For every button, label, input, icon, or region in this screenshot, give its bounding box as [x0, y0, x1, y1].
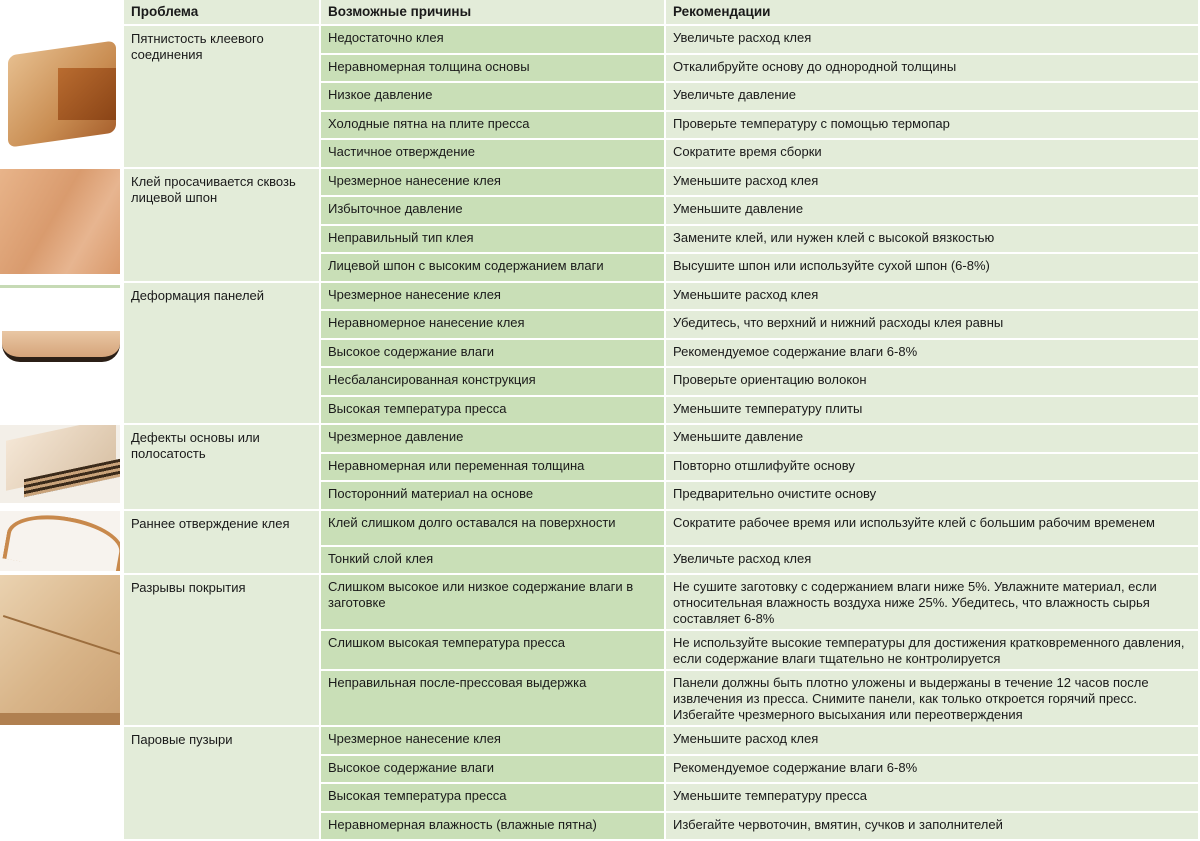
table-row — [0, 727, 1198, 754]
cause-cell: Холодные пятна на плите пресса — [321, 112, 664, 139]
cause-cell: Неравномерное нанесение клея — [321, 311, 664, 338]
cause-cell: Высокое содержание влаги — [321, 756, 664, 783]
cause-cell: Неравномерная влажность (влажные пятна) — [321, 813, 664, 840]
cause-cell: Неправильная после-прессовая выдержка — [321, 671, 664, 725]
recommendation-cell: Не сушите заготовку с содержанием влаги ниже 5%. Увлажните материал, если относительная влажность воздуха ниже 25%. Убедитесь, что влажность сырья составляет 6-8% — [666, 575, 1198, 629]
board-edge-image — [0, 425, 120, 503]
curved-veneer-image — [0, 511, 120, 571]
recommendation-cell: Предварительно очистите основу — [666, 482, 1198, 509]
recommendation-cell: Уменьшите температуру плиты — [666, 397, 1198, 424]
cause-cell: Чрезмерное давление — [321, 425, 664, 452]
table-row — [0, 575, 1198, 629]
header-recommendations: Рекомендации — [666, 0, 1198, 24]
recommendation-cell: Проверьте ориентацию волокон — [666, 368, 1198, 395]
recommendation-cell: Высушите шпон или используйте сухой шпон (6-8%) — [666, 254, 1198, 281]
problem-image-cell — [0, 575, 122, 725]
cracked-coating-image — [0, 575, 120, 725]
problem-label: Раннее отверждение клея — [124, 511, 319, 574]
recommendation-cell: Увеличьте расход клея — [666, 26, 1198, 53]
recommendation-cell: Не используйте высокие температуры для достижения кратковременного давления, если содержание влаги тщательно не контролируется — [666, 631, 1198, 669]
recommendation-cell: Повторно отшлифуйте основу — [666, 454, 1198, 481]
cause-cell: Клей слишком долго оставался на поверхности — [321, 511, 664, 545]
cause-cell: Лицевой шпон с высоким содержанием влаги — [321, 254, 664, 281]
header-row — [0, 0, 1198, 24]
cause-cell: Чрезмерное нанесение клея — [321, 283, 664, 310]
table-row — [0, 425, 1198, 452]
recommendation-cell: Уменьшите давление — [666, 197, 1198, 224]
recommendation-cell: Замените клей, или нужен клей с высокой вязкостью — [666, 226, 1198, 253]
recommendation-cell: Уменьшите расход клея — [666, 283, 1198, 310]
cause-cell: Частичное отверждение — [321, 140, 664, 167]
recommendation-cell: Сократите время сборки — [666, 140, 1198, 167]
problem-image-cell — [0, 425, 122, 509]
recommendation-cell: Уменьшите давление — [666, 425, 1198, 452]
cause-cell: Низкое давление — [321, 83, 664, 110]
cause-cell: Слишком высокое или низкое содержание влаги в заготовке — [321, 575, 664, 629]
cause-cell: Высокая температура пресса — [321, 397, 664, 424]
recommendation-cell: Откалибруйте основу до однородной толщины — [666, 55, 1198, 82]
recommendation-cell: Избегайте червоточин, вмятин, сучков и заполнителей — [666, 813, 1198, 840]
table-row — [0, 511, 1198, 545]
cause-cell: Избыточное давление — [321, 197, 664, 224]
recommendation-cell: Панели должны быть плотно уложены и выдержаны в течение 12 часов после извлечения из пресса. Снимите панели, как только откроется горячий пресс. Избегайте чрезмерного высыхания или переотверждения — [666, 671, 1198, 725]
recommendation-cell: Рекомендуемое содержание влаги 6-8% — [666, 756, 1198, 783]
cause-cell: Слишком высокая температура пресса — [321, 631, 664, 669]
warped-panel-image — [0, 283, 120, 415]
cause-cell: Посторонний материал на основе — [321, 482, 664, 509]
problem-label: Пятнистость клеевого соединения — [124, 26, 319, 167]
problem-label: Паровые пузыри — [124, 727, 319, 839]
recommendation-cell: Уменьшите расход клея — [666, 169, 1198, 196]
veneer-surface-image — [0, 169, 120, 274]
table-row — [0, 169, 1198, 196]
cause-cell: Недостаточно клея — [321, 26, 664, 53]
problem-image-cell — [0, 169, 122, 281]
problem-image-cell — [0, 26, 122, 167]
recommendation-cell: Убедитесь, что верхний и нижний расходы клея равны — [666, 311, 1198, 338]
recommendation-cell: Рекомендуемое содержание влаги 6-8% — [666, 340, 1198, 367]
cause-cell: Высокое содержание влаги — [321, 340, 664, 367]
cause-cell: Чрезмерное нанесение клея — [321, 169, 664, 196]
cause-cell: Неравномерная толщина основы — [321, 55, 664, 82]
cause-cell: Неравномерная или переменная толщина — [321, 454, 664, 481]
cause-cell: Чрезмерное нанесение клея — [321, 727, 664, 754]
problem-image-cell — [0, 727, 122, 839]
problem-label: Дефекты основы или полосатость — [124, 425, 319, 509]
problem-label: Деформация панелей — [124, 283, 319, 424]
problem-image-cell — [0, 283, 122, 424]
cause-cell: Тонкий слой клея — [321, 547, 664, 574]
header-image-col — [0, 0, 122, 24]
recommendation-cell: Уменьшите температуру пресса — [666, 784, 1198, 811]
header-causes: Возможные причины — [321, 0, 664, 24]
problem-label: Разрывы покрытия — [124, 575, 319, 725]
problem-label: Клей просачивается сквозь лицевой шпон — [124, 169, 319, 281]
recommendation-cell: Увеличьте расход клея — [666, 547, 1198, 574]
recommendation-cell: Увеличьте давление — [666, 83, 1198, 110]
recommendation-cell: Сократите рабочее время или используйте клей с большим рабочим временем — [666, 511, 1198, 545]
cause-cell: Высокая температура пресса — [321, 784, 664, 811]
table-row — [0, 283, 1198, 310]
header-problem: Проблема — [124, 0, 319, 24]
recommendation-cell: Уменьшите расход клея — [666, 727, 1198, 754]
table-row — [0, 26, 1198, 53]
glued-wood-joint-image — [0, 26, 120, 148]
cause-cell: Несбалансированная конструкция — [321, 368, 664, 395]
cause-cell: Неправильный тип клея — [321, 226, 664, 253]
recommendation-cell: Проверьте температуру с помощью термопар — [666, 112, 1198, 139]
problem-image-cell — [0, 511, 122, 574]
